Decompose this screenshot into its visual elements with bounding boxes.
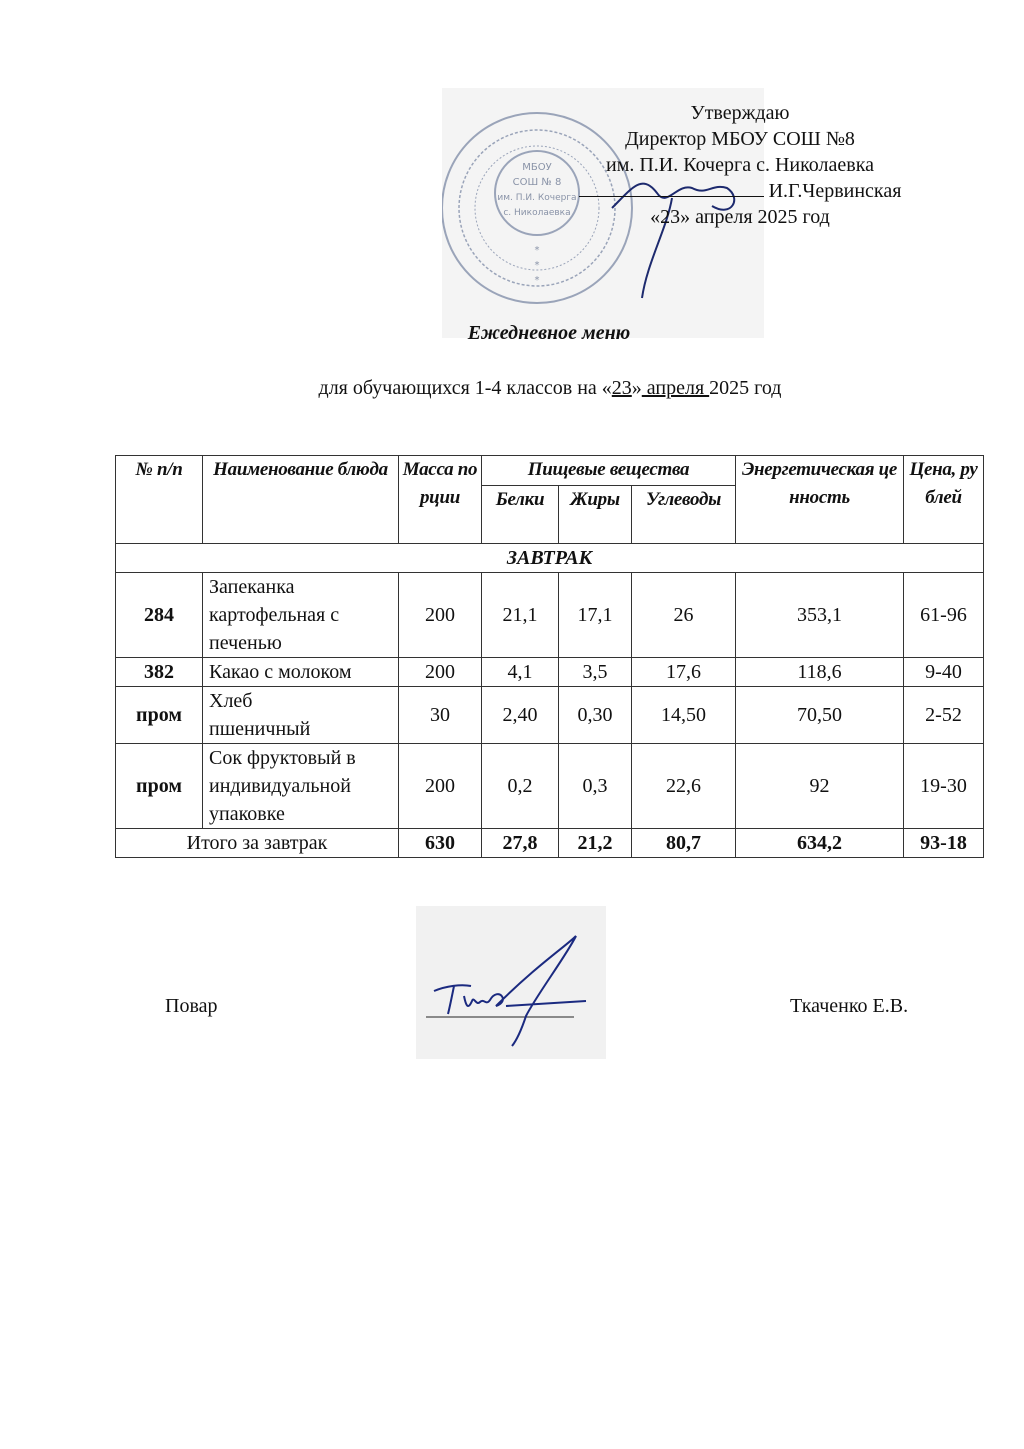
cell-name: Сок фруктовый в индивидуальной упаковке <box>203 744 399 829</box>
total-energy: 634,2 <box>736 829 904 858</box>
page-title: Ежедневное меню <box>467 322 631 344</box>
svg-text:с. Николаевка: с. Николаевка <box>503 208 571 218</box>
cell-protein: 2,40 <box>482 687 559 744</box>
subtitle-quote: » <box>631 377 642 399</box>
cell-name: Запеканка картофельная с печенью <box>203 573 399 658</box>
cell-mass: 200 <box>399 744 482 829</box>
total-fat: 21,2 <box>559 829 632 858</box>
cell-num: пром <box>116 744 203 829</box>
svg-text:СОШ № 8: СОШ № 8 <box>512 177 562 188</box>
approval-block <box>560 100 920 230</box>
total-price: 93-18 <box>904 829 984 858</box>
svg-text:им. П.И. Кочерга: им. П.И. Кочерга <box>497 193 577 203</box>
cell-name: Какао с молоком <box>203 658 399 687</box>
section-breakfast: ЗАВТРАК <box>116 544 984 573</box>
cell-carbs: 26 <box>632 573 736 658</box>
subtitle-month: апреля <box>641 377 710 399</box>
subtitle-prefix: для обучающихся 1-4 классов на « <box>318 377 612 399</box>
cell-fat: 0,30 <box>559 687 632 744</box>
cell-num: 284 <box>116 573 203 658</box>
approval-position: Директор МБОУ СОШ №8 <box>625 128 855 150</box>
approval-heading: Утверждаю <box>690 102 790 124</box>
approval-signer-name: И.Г.Червинская <box>768 180 902 202</box>
page-subtitle <box>0 377 1024 400</box>
header-mass: Масса порции <box>399 456 482 544</box>
cook-name: Ткаченко Е.В. <box>790 995 909 1017</box>
cell-name: Хлеб пшеничный <box>203 687 399 744</box>
cell-mass: 200 <box>399 658 482 687</box>
cell-num: пром <box>116 687 203 744</box>
total-row <box>116 829 984 858</box>
approval-school: им. П.И. Кочерга с. Николаевка <box>605 154 875 176</box>
total-mass: 630 <box>399 829 482 858</box>
approval-signer <box>560 178 920 204</box>
cell-protein: 21,1 <box>482 573 559 658</box>
header-name: Наименование блюда <box>203 456 399 544</box>
cell-price: 19-30 <box>904 744 984 829</box>
cell-energy: 92 <box>736 744 904 829</box>
cell-carbs: 17,6 <box>632 658 736 687</box>
header-price: Цена, рублей <box>904 456 984 544</box>
cell-fat: 17,1 <box>559 573 632 658</box>
svg-text:*: * <box>534 275 540 286</box>
svg-text:*: * <box>534 245 540 256</box>
cell-price: 9-40 <box>904 658 984 687</box>
cook-label: Повар <box>165 995 218 1017</box>
cell-energy: 70,50 <box>736 687 904 744</box>
cell-protein: 0,2 <box>482 744 559 829</box>
cell-num: 382 <box>116 658 203 687</box>
cell-mass: 30 <box>399 687 482 744</box>
header-protein: Белки <box>482 486 559 544</box>
cell-protein: 4,1 <box>482 658 559 687</box>
subtitle-year: 2025 год <box>709 377 782 399</box>
table-row <box>116 744 984 829</box>
signature-line <box>579 178 764 197</box>
cook-signature-image <box>416 906 606 1059</box>
cell-fat: 0,3 <box>559 744 632 829</box>
subtitle-day: 23 <box>611 377 632 399</box>
cell-energy: 118,6 <box>736 658 904 687</box>
header-energy: Энергетическая ценность <box>736 456 904 544</box>
svg-text:*: * <box>534 260 540 271</box>
handwritten-signature-icon <box>416 906 606 1059</box>
total-label: Итого за завтрак <box>116 829 399 858</box>
header-num: № п/п <box>116 456 203 544</box>
header-row <box>116 456 984 486</box>
menu-table <box>115 455 984 858</box>
approval-date: «23» апреля 2025 год <box>650 206 830 228</box>
cell-mass: 200 <box>399 573 482 658</box>
table-row <box>116 573 984 658</box>
total-carbs: 80,7 <box>632 829 736 858</box>
header-nutrients: Пищевые вещества <box>482 456 736 486</box>
cell-price: 61-96 <box>904 573 984 658</box>
total-protein: 27,8 <box>482 829 559 858</box>
header-carbs: Углеводы <box>632 486 736 544</box>
cell-energy: 353,1 <box>736 573 904 658</box>
cell-price: 2-52 <box>904 687 984 744</box>
cell-carbs: 14,50 <box>632 687 736 744</box>
header-fat: Жиры <box>559 486 632 544</box>
cell-carbs: 22,6 <box>632 744 736 829</box>
cell-fat: 3,5 <box>559 658 632 687</box>
section-row <box>116 544 984 573</box>
table-row <box>116 658 984 687</box>
table-row <box>116 687 984 744</box>
svg-text:МБОУ: МБОУ <box>522 162 552 173</box>
